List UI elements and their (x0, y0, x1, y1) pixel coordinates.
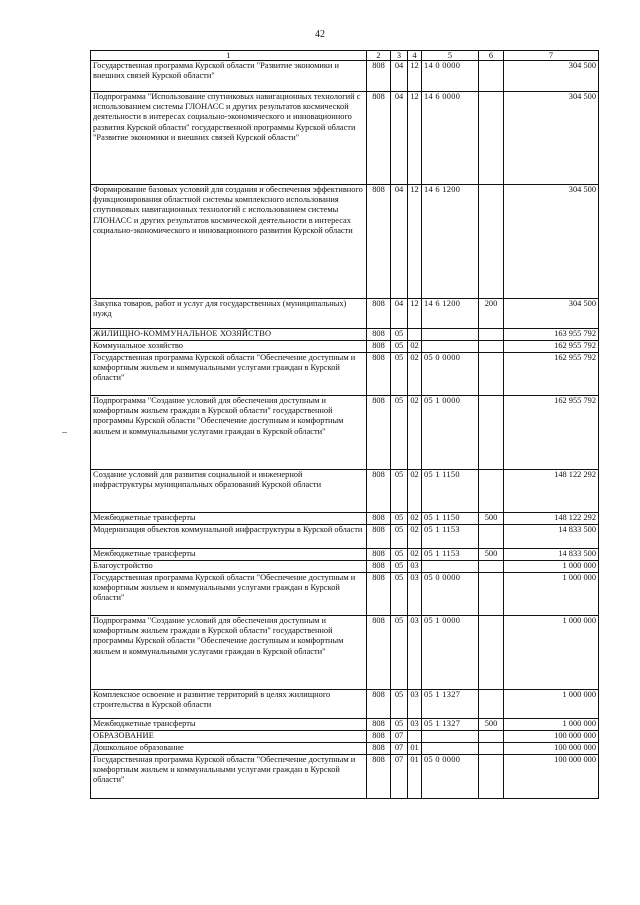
page-number: 42 (315, 29, 325, 40)
table-row (91, 549, 599, 561)
cell-c6 (479, 573, 504, 616)
cell-c4: 02 (408, 549, 422, 561)
cell-c7: 100 000 000 (504, 731, 599, 743)
cell-c7: 100 000 000 (504, 755, 599, 799)
cell-c6: 500 (479, 513, 504, 525)
table-row (91, 731, 599, 743)
row-name: Межбюджетные трансферты (91, 719, 367, 731)
cell-c2: 808 (367, 299, 391, 329)
cell-c5: 05 1 1150 (422, 470, 479, 513)
header-row (91, 51, 599, 61)
row-name: Государственная программа Курской области "Обеспечение доступным и комфортным жильем и коммунальными услугами граждан в Курской области" (91, 573, 367, 616)
row-name: ОБРАЗОВАНИЕ (91, 731, 367, 743)
row-name: Благоустройство (91, 561, 367, 573)
cell-c5: 14 0 0000 (422, 61, 479, 92)
table-row (91, 61, 599, 92)
table-row (91, 561, 599, 573)
cell-c3: 05 (391, 341, 408, 353)
table-row (91, 299, 599, 329)
cell-c4 (408, 731, 422, 743)
table-row (91, 755, 599, 799)
cell-c2: 808 (367, 755, 391, 799)
table-row (91, 616, 599, 690)
row-name: Подпрограмма "Создание условий для обеспечения доступным и комфортным жильем граждан в Курской области" государственной программы Курской области "Обеспечение доступным и комфортным жильем и коммунальными услугами граждан в Курской области" (91, 396, 367, 470)
cell-c4: 02 (408, 396, 422, 470)
cell-c3: 05 (391, 353, 408, 396)
cell-c3: 07 (391, 731, 408, 743)
table-row (91, 92, 599, 185)
column-header: 5 (422, 51, 479, 61)
table-row (91, 185, 599, 299)
cell-c6: 200 (479, 299, 504, 329)
row-name: ЖИЛИЩНО-КОММУНАЛЬНОЕ ХОЗЯЙСТВО (91, 329, 367, 341)
table-row (91, 573, 599, 616)
cell-c5: 14 6 1200 (422, 185, 479, 299)
cell-c7: 14 833 500 (504, 549, 599, 561)
cell-c6 (479, 470, 504, 513)
cell-c6: 500 (479, 719, 504, 731)
cell-c7: 304 500 (504, 185, 599, 299)
cell-c7: 148 122 292 (504, 513, 599, 525)
cell-c4: 12 (408, 185, 422, 299)
cell-c4: 02 (408, 470, 422, 513)
table-row (91, 513, 599, 525)
cell-c5: 05 1 0000 (422, 616, 479, 690)
table-row (91, 690, 599, 719)
cell-c7: 162 955 792 (504, 341, 599, 353)
table-row (91, 470, 599, 513)
cell-c7: 304 500 (504, 92, 599, 185)
row-name: Формирование базовых условий для создания и обеспечения эффективного функционирования областной системы комплексного использования спутниковых навигационных технологий с использованием системы ГЛОНАСС и других результатов космической деятельности в интересах социально-экономического и инновационного развития Курской области (91, 185, 367, 299)
cell-c7: 162 955 792 (504, 353, 599, 396)
column-header: 4 (408, 51, 422, 61)
column-header: 7 (504, 51, 599, 61)
row-name: Межбюджетные трансферты (91, 513, 367, 525)
row-name: Государственная программа Курской области "Развитие экономики и внешних связей Курской области" (91, 61, 367, 92)
cell-c6 (479, 396, 504, 470)
cell-c5: 05 1 1327 (422, 719, 479, 731)
table-row (91, 743, 599, 755)
cell-c6 (479, 561, 504, 573)
cell-c5: 05 1 1150 (422, 513, 479, 525)
cell-c7: 1 000 000 (504, 561, 599, 573)
row-name: Закупка товаров, работ и услуг для государственных (муниципальных) нужд (91, 299, 367, 329)
cell-c2: 808 (367, 525, 391, 549)
cell-c4: 02 (408, 353, 422, 396)
cell-c4: 02 (408, 525, 422, 549)
cell-c4: 12 (408, 92, 422, 185)
cell-c2: 808 (367, 731, 391, 743)
cell-c5 (422, 341, 479, 353)
cell-c3: 05 (391, 561, 408, 573)
cell-c7: 1 000 000 (504, 719, 599, 731)
cell-c3: 07 (391, 743, 408, 755)
cell-c2: 808 (367, 573, 391, 616)
cell-c7: 1 000 000 (504, 573, 599, 616)
row-name: Дошкольное образование (91, 743, 367, 755)
cell-c7: 304 500 (504, 299, 599, 329)
cell-c6 (479, 690, 504, 719)
cell-c5: 14 6 0000 (422, 92, 479, 185)
cell-c4 (408, 329, 422, 341)
cell-c5: 14 6 1200 (422, 299, 479, 329)
cell-c5 (422, 329, 479, 341)
row-name: Комплексное освоение и развитие территорий в целях жилищного строительства в Курской области (91, 690, 367, 719)
cell-c4: 12 (408, 61, 422, 92)
cell-c4: 03 (408, 616, 422, 690)
cell-c7: 14 833 500 (504, 525, 599, 549)
table-row (91, 525, 599, 549)
table-row (91, 341, 599, 353)
cell-c2: 808 (367, 61, 391, 92)
cell-c4: 12 (408, 299, 422, 329)
cell-c2: 808 (367, 690, 391, 719)
cell-c6 (479, 731, 504, 743)
cell-c7: 100 000 000 (504, 743, 599, 755)
row-name: Межбюджетные трансферты (91, 549, 367, 561)
cell-c3: 05 (391, 616, 408, 690)
cell-c7: 304 500 (504, 61, 599, 92)
row-name: Государственная программа Курской области "Обеспечение доступным и комфортным жильем и коммунальными услугами граждан в Курской области" (91, 755, 367, 799)
table-row (91, 719, 599, 731)
cell-c5: 05 1 1153 (422, 549, 479, 561)
cell-c2: 808 (367, 549, 391, 561)
row-name: Государственная программа Курской области "Обеспечение доступным и комфортным жильем и коммунальными услугами граждан в Курской области" (91, 353, 367, 396)
cell-c3: 05 (391, 513, 408, 525)
column-header: 6 (479, 51, 504, 61)
cell-c4: 01 (408, 755, 422, 799)
cell-c3: 05 (391, 329, 408, 341)
cell-c2: 808 (367, 185, 391, 299)
cell-c4: 03 (408, 719, 422, 731)
table-row (91, 396, 599, 470)
column-header: 3 (391, 51, 408, 61)
row-name: Коммунальное хозяйство (91, 341, 367, 353)
cell-c5: 05 0 0000 (422, 353, 479, 396)
cell-c6 (479, 616, 504, 690)
cell-c3: 05 (391, 396, 408, 470)
column-header: 2 (367, 51, 391, 61)
cell-c3: 04 (391, 185, 408, 299)
cell-c5: 05 1 1153 (422, 525, 479, 549)
cell-c4: 02 (408, 341, 422, 353)
cell-c2: 808 (367, 92, 391, 185)
cell-c6 (479, 743, 504, 755)
cell-c2: 808 (367, 743, 391, 755)
cell-c3: 05 (391, 525, 408, 549)
cell-c2: 808 (367, 561, 391, 573)
margin-mark (62, 432, 67, 433)
cell-c6 (479, 755, 504, 799)
cell-c4: 03 (408, 690, 422, 719)
cell-c3: 04 (391, 61, 408, 92)
cell-c4: 03 (408, 561, 422, 573)
cell-c7: 1 000 000 (504, 616, 599, 690)
cell-c5: 05 1 1327 (422, 690, 479, 719)
table-row (91, 329, 599, 341)
cell-c4: 03 (408, 573, 422, 616)
cell-c6 (479, 61, 504, 92)
cell-c3: 05 (391, 573, 408, 616)
cell-c2: 808 (367, 396, 391, 470)
cell-c7: 148 122 292 (504, 470, 599, 513)
row-name: Модернизация объектов коммунальной инфраструктуры в Курской области (91, 525, 367, 549)
cell-c2: 808 (367, 329, 391, 341)
cell-c4: 02 (408, 513, 422, 525)
cell-c7: 163 955 792 (504, 329, 599, 341)
cell-c6 (479, 353, 504, 396)
cell-c6 (479, 92, 504, 185)
table-row (91, 353, 599, 396)
cell-c2: 808 (367, 470, 391, 513)
cell-c5 (422, 561, 479, 573)
cell-c5 (422, 731, 479, 743)
row-name: Подпрограмма "Использование спутниковых навигационных технологий с использованием системы ГЛОНАСС и других результатов космической деятельности в интересах социально-экономического и инновационного развития Курской области" государственной программы Курской области "Развитие экономики и внешних связей Курской области" (91, 92, 367, 185)
cell-c5: 05 0 0000 (422, 573, 479, 616)
cell-c5 (422, 743, 479, 755)
cell-c6 (479, 525, 504, 549)
column-header: 1 (91, 51, 367, 61)
cell-c4: 01 (408, 743, 422, 755)
cell-c6 (479, 329, 504, 341)
cell-c6 (479, 341, 504, 353)
cell-c7: 162 955 792 (504, 396, 599, 470)
cell-c5: 05 0 0000 (422, 755, 479, 799)
row-name: Подпрограмма "Создание условий для обеспечения доступным и комфортным жильем граждан в Курской области" государственной программы Курской области "Обеспечение доступным и комфортным жильем и коммунальными услугами граждан в Курской области" (91, 616, 367, 690)
cell-c3: 05 (391, 470, 408, 513)
cell-c2: 808 (367, 513, 391, 525)
cell-c6 (479, 185, 504, 299)
row-name: Создание условий для развития социальной и инженерной инфраструктуры муниципальных образований Курской области (91, 470, 367, 513)
cell-c7: 1 000 000 (504, 690, 599, 719)
cell-c3: 05 (391, 549, 408, 561)
cell-c6: 500 (479, 549, 504, 561)
cell-c3: 07 (391, 755, 408, 799)
cell-c5: 05 1 0000 (422, 396, 479, 470)
cell-c2: 808 (367, 341, 391, 353)
cell-c3: 04 (391, 299, 408, 329)
cell-c2: 808 (367, 616, 391, 690)
cell-c2: 808 (367, 353, 391, 396)
cell-c2: 808 (367, 719, 391, 731)
cell-c3: 05 (391, 719, 408, 731)
cell-c3: 04 (391, 92, 408, 185)
budget-table (90, 50, 599, 799)
cell-c3: 05 (391, 690, 408, 719)
